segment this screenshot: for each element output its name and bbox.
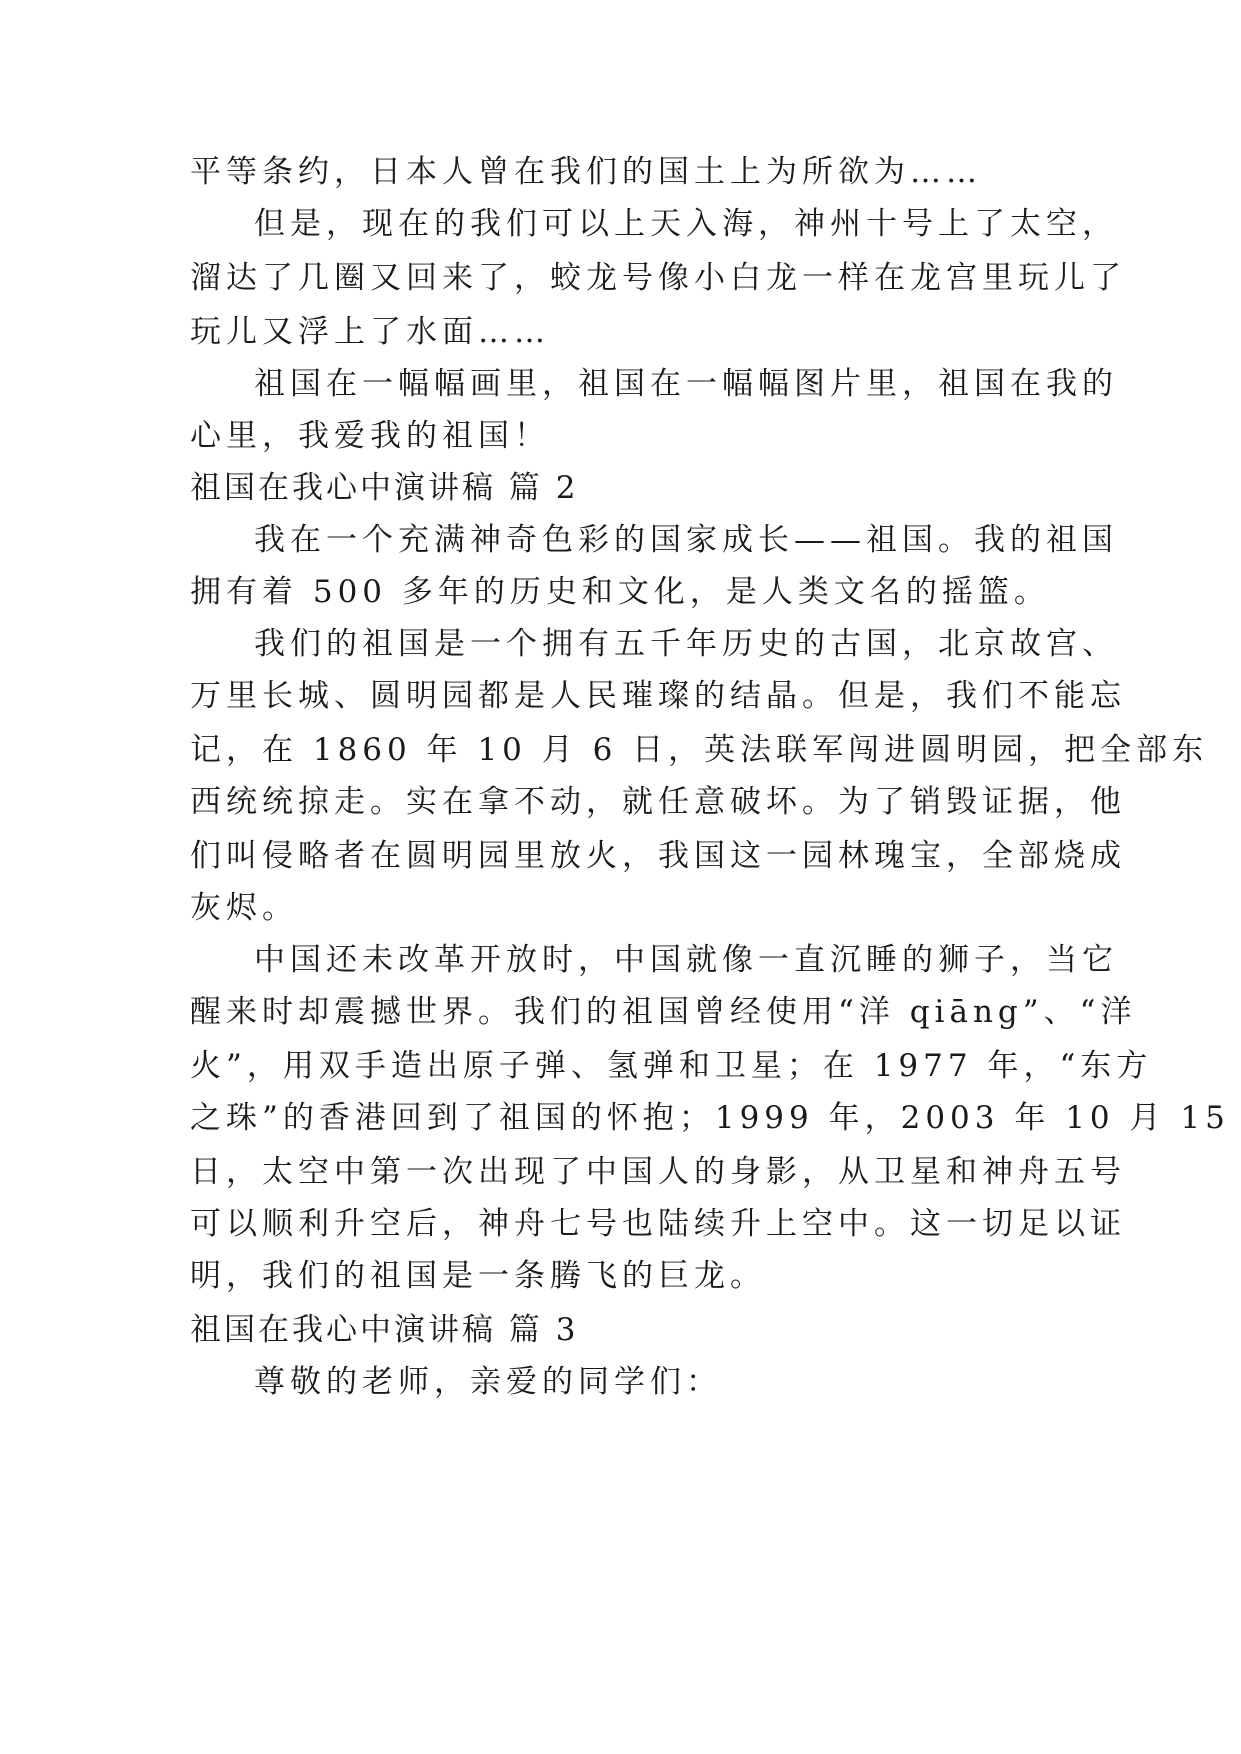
paragraph-line: 明，我们的祖国是一条腾飞的巨龙。 [190,1258,766,1294]
paragraph-line: 之珠”的香港回到了祖国的怀抱；1999 年，2003 年 10 月 15 [190,1100,1230,1136]
paragraph-line: 们叫侵略者在圆明园里放火，我国这一园林瑰宝，全部烧成 [190,838,1126,874]
paragraph-line: 祖国在一幅幅画里，祖国在一幅幅图片里，祖国在我的 [254,366,1118,402]
paragraph-line: 中国还未改革开放时，中国就像一直沉睡的狮子，当它 [254,942,1118,978]
paragraph-line: 万里长城、圆明园都是人民璀璨的结晶。但是，我们不能忘 [190,678,1126,714]
paragraph-line: 但是，现在的我们可以上天入海，神州十号上了太空， [254,206,1118,242]
section-heading: 祖国在我心中演讲稿 篇 2 [190,470,579,506]
paragraph-line: 醒来时却震撼世界。我们的祖国曾经使用“洋 qiāng”、“洋 [190,994,1137,1030]
paragraph-line: 拥有着 500 多年的历史和文化，是人类文名的摇篮。 [190,574,1050,610]
paragraph-line: 我们的祖国是一个拥有五千年历史的古国，北京故宫、 [254,626,1118,662]
paragraph-line: 溜达了几圈又回来了，蛟龙号像小白龙一样在龙宫里玩儿了 [190,260,1126,296]
paragraph-line: 可以顺利升空后，神舟七号也陆续升上空中。这一切足以证 [190,1206,1126,1242]
paragraph-line: 尊敬的老师，亲爱的同学们： [254,1364,722,1400]
paragraph-line: 灰烬。 [190,890,298,926]
paragraph-line: 我在一个充满神奇色彩的国家成长——祖国。我的祖国 [254,522,1118,558]
paragraph-line: 玩儿又浮上了水面…… [190,314,550,350]
section-heading: 祖国在我心中演讲稿 篇 3 [190,1312,579,1348]
paragraph-line: 平等条约，日本人曾在我们的国土上为所欲为…… [190,154,982,190]
paragraph-line: 日，太空中第一次出现了中国人的身影，从卫星和神舟五号 [190,1154,1126,1190]
paragraph-line: 火”，用双手造出原子弹、氢弹和卫星；在 1977 年，“东方 [190,1048,1153,1084]
paragraph-line: 西统统掠走。实在拿不动，就任意破坏。为了销毁证据，他 [190,784,1126,820]
paragraph-line: 心里，我爱我的祖国！ [190,418,550,454]
paragraph-line: 记，在 1860 年 10 月 6 日，英法联军闯进圆明园，把全部东 [190,732,1209,768]
